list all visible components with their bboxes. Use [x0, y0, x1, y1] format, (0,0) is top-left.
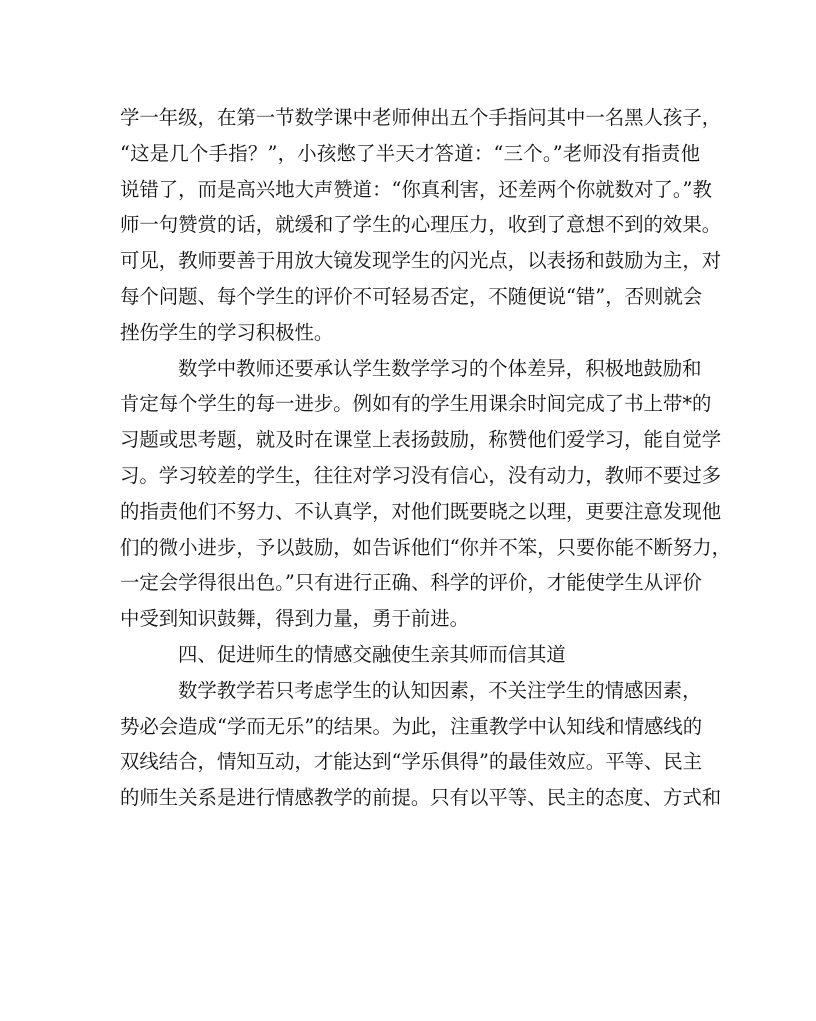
text-line: 的指责他们不努力、不认真学，对他们既要晓之以理，更要注意发现他 — [120, 499, 722, 523]
text-line: 的师生关系是进行情感教学的前提。只有以平等、民主的态度、方式和 — [120, 786, 722, 810]
text-line: 双线结合，情知互动，才能达到“学乐俱得”的最佳效应。平等、民主 — [120, 750, 703, 774]
text-line: 一定会学得很出色。”只有进行正确、科学的评价，才能使学生从评价 — [120, 571, 702, 595]
text-line: 数学教学若只考虑学生的认知因素，不关注学生的情感因素， — [178, 678, 702, 702]
text-line: 每个问题、每个学生的评价不可轻易否定，不随便说“错”，否则就会 — [120, 284, 703, 308]
text-line: 肯定每个学生的每一进步。例如有的学生用课余时间完成了书上带*的 — [120, 392, 712, 416]
paragraph — [120, 673, 722, 816]
heading-text: 四、促进师生的情感交融使生亲其师而信其道 — [178, 642, 566, 666]
text-line: 习。学习较差的学生，往往对学习没有信心，没有动力，教师不要过多 — [120, 463, 722, 487]
text-line: 习题或思考题，就及时在课堂上表扬鼓励，称赞他们爱学习，能自觉学 — [120, 428, 722, 452]
section-heading — [120, 637, 700, 673]
paragraph — [120, 351, 732, 637]
text-line: 们的微小进步，予以鼓励，如告诉他们“你并不笨，只要你能不断努力， — [120, 535, 732, 559]
body-text — [120, 100, 732, 816]
text-line: 挫伤学生的学习积极性。 — [120, 320, 334, 344]
paragraph — [120, 100, 722, 351]
text-line: 师一句赞赏的话，就缓和了学生的心理压力，收到了意想不到的效果。 — [120, 213, 722, 237]
text-line: “这是几个手指？”，小孩憋了半天才答道：“三个。”老师没有指责他 — [120, 141, 700, 165]
text-line: 可见，教师要善于用放大镜发现学生的闪光点，以表扬和鼓励为主，对 — [120, 249, 722, 273]
text-line: 说错了，而是高兴地大声赞道：“你真利害，还差两个你就数对了。”教 — [120, 177, 712, 201]
text-line: 势必会造成“学而无乐”的结果。为此，注重教学中认知线和情感线的 — [120, 714, 703, 738]
text-line: 学一年级，在第一节数学课中老师伸出五个手指问其中一名黑人孩子， — [120, 106, 722, 129]
text-line: 数学中教师还要承认学生数学学习的个体差异，积极地鼓励和 — [178, 356, 702, 380]
text-line: 中受到知识鼓舞，得到力量，勇于前进。 — [120, 607, 470, 631]
